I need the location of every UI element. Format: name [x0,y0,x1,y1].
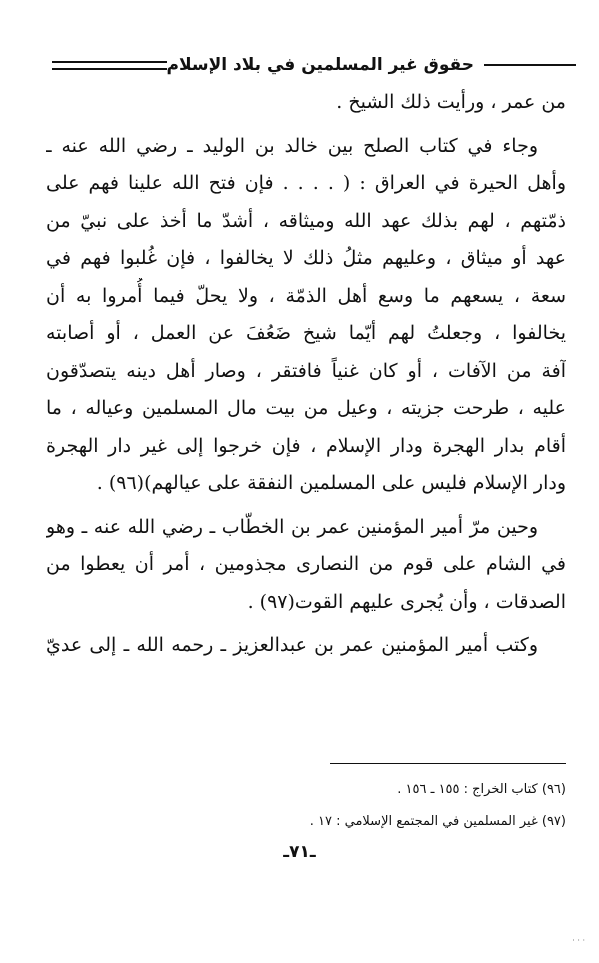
running-header-title: حقوق غير المسلمين في بلاد الإسلام [166,55,474,75]
text-line: أقام بدار الهجرة ودار الإسلام ، فإن خرجوا إلى غير دار الهجرة [46,434,566,457]
text-line: وجاء في كتاب الصلح بين خالد بن الوليد ـ رضي الله عنه ـ [46,134,538,157]
text-line: آفة من الآفات ، أو كان غنياً فافتقر ، وصار أهل دينه يتصدّقون [46,359,566,382]
text-line: ذمّتهم ، لهم بذلك عهد الله وميثاقه ، أشدّ ما أخذ على نبيّ من [46,209,566,232]
running-header [46,50,576,80]
footnote-separator [330,763,566,764]
text-line: وأهل الحيرة في العراق : ( . . . . فإن فتح الله علينا فهم على [46,172,566,194]
main-text [46,84,566,665]
text-line: في الشام على قوم من النصارى مجذومين ، أمر أن يعطوا من [46,553,566,575]
header-rule-left [52,61,167,70]
header-rule-right [484,64,576,66]
text-line: ودار الإسلام فليس على المسلمين النفقة على عيالهم)(٩٦) . [96,472,566,494]
footnote-96: (٩٦) كتاب الخراج : ١٥٥ ـ ١٥٦ . [397,782,566,797]
text-line: يخالفوا ، وجعلتُ لهم أيّما شيخ ضَعُفَ عن العمل ، أو أصابته [46,322,566,344]
footnote-97: (٩٧) غير المسلمين في المجتمع الإسلامي : ١٧ . [309,814,566,829]
scan-speck: · · · [572,936,585,945]
text-line: عهد أو ميثاق ، وعليهم مثلُ ذلك لا يخالفوا ، فإن غُلبوا فهم في [46,247,566,269]
text-line: سعة ، يسعهم ما وسع أهل الذمّة ، ولا يحلّ فيما أُمروا به أن [46,284,566,307]
text-line: من عمر ، ورأيت ذلك الشيخ . [336,91,566,113]
page-number: ـ٧١ـ [283,842,316,862]
text-line: وكتب أمير المؤمنين عمر بن عبدالعزيز ـ رحمه الله ـ إلى عديّ [46,634,538,656]
text-line: عليه ، طرحت جزيته ، وعيل من بيت مال المسلمين وعياله ، ما [46,397,566,419]
text-line: وحين مرّ أمير المؤمنين عمر بن الخطّاب ـ رضي الله عنه ـ وهو [46,515,538,538]
footnotes [46,774,566,838]
text-line: الصدقات ، وأن يُجرى عليهم القوت(٩٧) . [247,590,566,613]
